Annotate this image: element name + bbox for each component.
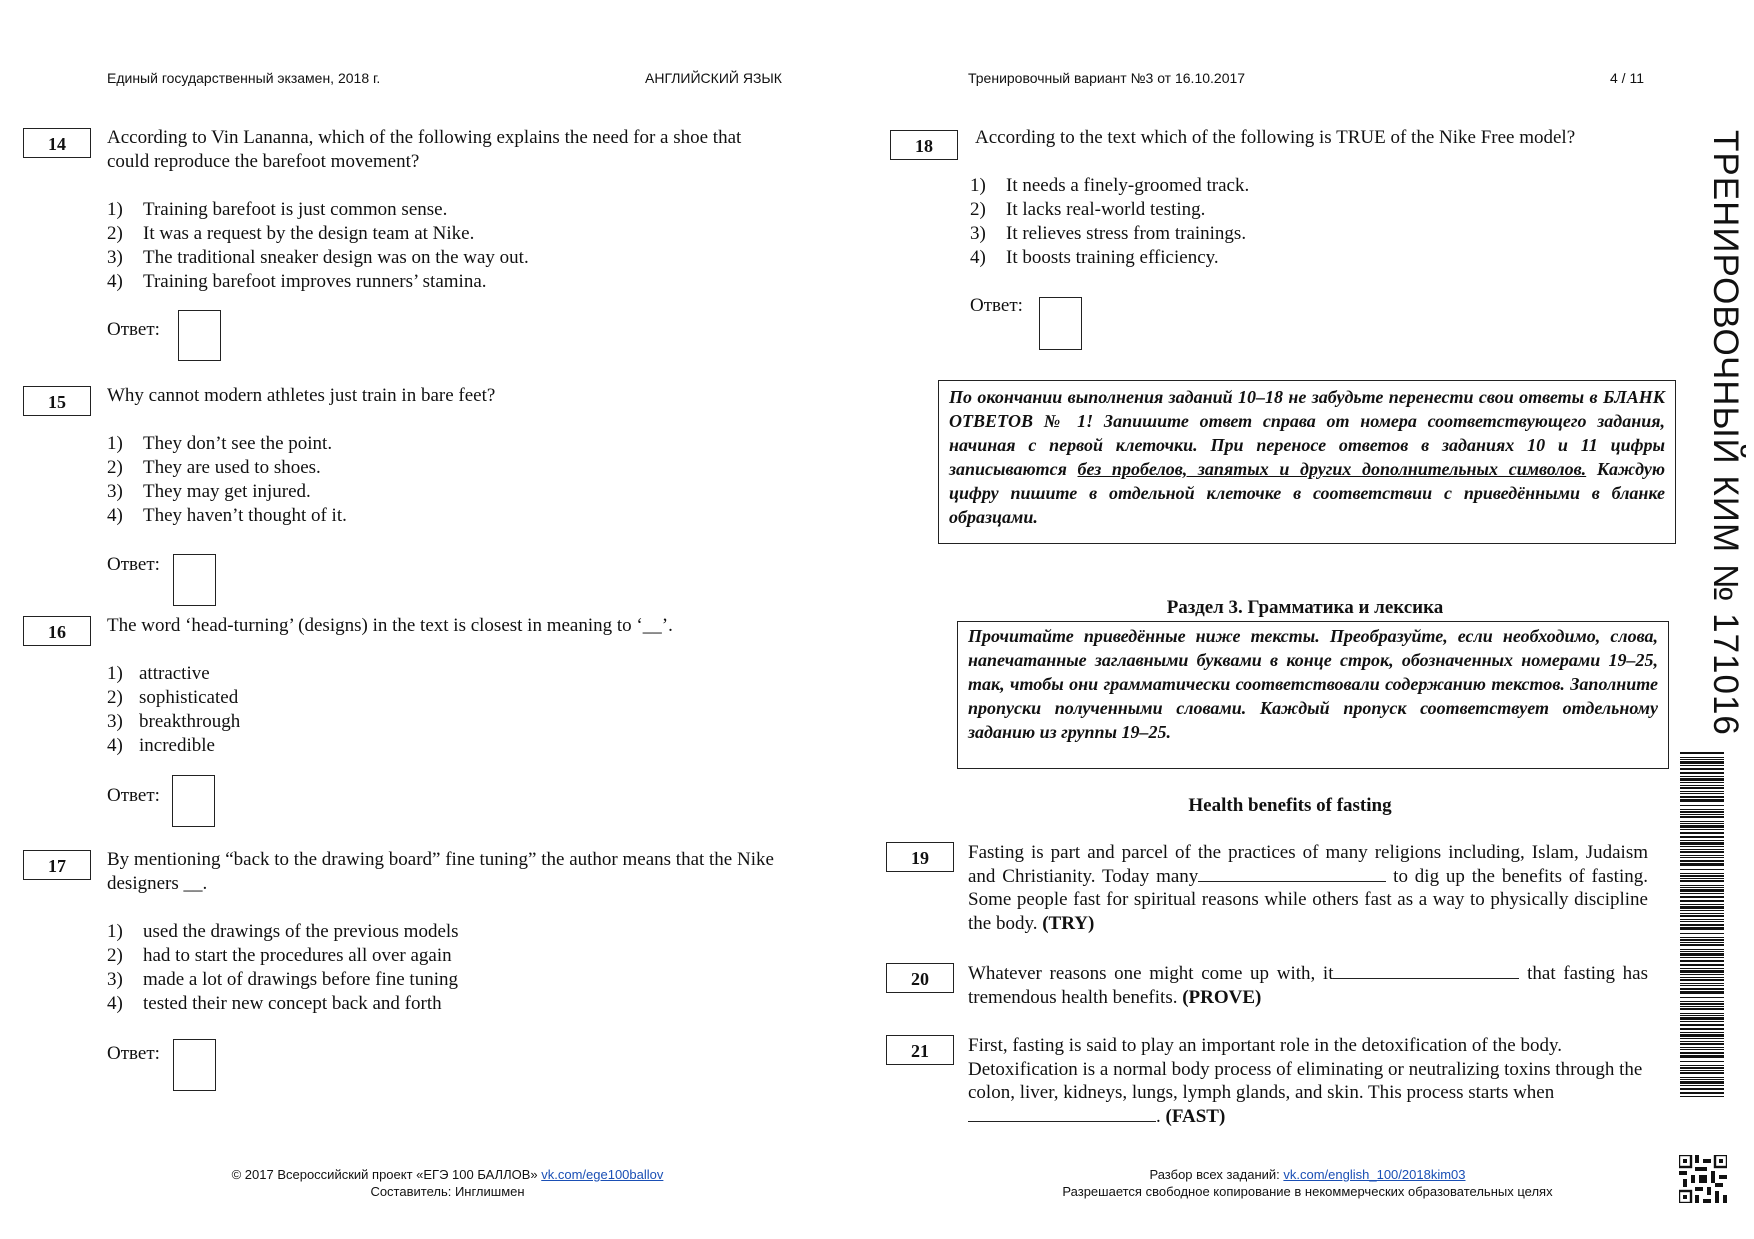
barcode-bar bbox=[1680, 805, 1724, 806]
barcode-bar bbox=[1680, 893, 1724, 894]
barcode-bar bbox=[1680, 765, 1724, 766]
barcode-bar bbox=[1680, 1047, 1724, 1048]
barcode-bar bbox=[1680, 1049, 1724, 1050]
barcode-bar bbox=[1680, 1013, 1724, 1014]
barcode-bar bbox=[1680, 809, 1724, 810]
barcode-bar bbox=[1680, 968, 1724, 969]
barcode-bar bbox=[1680, 937, 1724, 938]
barcode-bar bbox=[1680, 799, 1724, 802]
question-18-text: According to the text which of the following is TRUE of the Nike Free model? bbox=[975, 127, 1576, 148]
barcode-bar bbox=[1680, 752, 1724, 754]
barcode-bar bbox=[1680, 979, 1724, 981]
barcode-bar bbox=[1680, 1043, 1724, 1045]
footer-left-link[interactable]: vk.com/ege100ballov bbox=[541, 1167, 664, 1182]
barcode-bar bbox=[1680, 829, 1724, 830]
barcode-bar bbox=[1680, 1088, 1724, 1090]
barcode-bar bbox=[1680, 951, 1724, 952]
barcode-bar bbox=[1680, 836, 1724, 838]
option: 3) The traditional sneaker design was on the way out. bbox=[107, 247, 529, 268]
answer-label-16: Ответ: bbox=[107, 785, 160, 806]
question-number-21: 21 bbox=[886, 1035, 954, 1065]
question-number-14: 14 bbox=[23, 128, 91, 158]
question-17-options bbox=[107, 920, 459, 1016]
barcode-bar bbox=[1680, 855, 1724, 856]
option: 2) They are used to shoes. bbox=[107, 457, 321, 478]
option: 4) It boosts training efficiency. bbox=[970, 247, 1219, 268]
barcode-bar bbox=[1680, 997, 1724, 998]
barcode-bar bbox=[1680, 942, 1724, 943]
question-16-options bbox=[107, 662, 240, 758]
gap-20[interactable] bbox=[1333, 962, 1519, 979]
barcode-bar bbox=[1680, 1072, 1724, 1074]
answer-box-17[interactable] bbox=[173, 1039, 216, 1091]
barcode-bar bbox=[1680, 832, 1724, 834]
barcode-bar bbox=[1680, 896, 1724, 898]
barcode-bar bbox=[1680, 924, 1724, 926]
barcode-bar bbox=[1680, 1096, 1724, 1097]
barcode-bar bbox=[1680, 944, 1724, 946]
gap-21[interactable] bbox=[968, 1105, 1156, 1122]
barcode-bar bbox=[1680, 863, 1724, 866]
question-21-text: First, fasting is said to play an important role in the detoxification of the body. Detoxification is a normal body process of eliminating or neutralizing toxins through the colon, liver, kidneys, lungs, lymph glands, and skin. This process starts when. (FAST) bbox=[968, 1035, 1643, 1127]
answer-box-14[interactable] bbox=[178, 310, 221, 361]
option: 1) attractive bbox=[107, 663, 210, 684]
barcode-bar bbox=[1680, 1052, 1724, 1054]
barcode-bar bbox=[1680, 889, 1724, 892]
barcode-bar bbox=[1680, 939, 1724, 941]
option: 1) Training barefoot is just common sense. bbox=[107, 199, 448, 220]
question-14-text: According to Vin Lananna, which of the following explains the need for a shoe that could reproduce the barefoot movement? bbox=[107, 127, 742, 172]
barcode-bar bbox=[1680, 904, 1724, 905]
barcode-bar bbox=[1680, 1079, 1724, 1080]
section-3-instructions: Прочитайте приведённые ниже тексты. Преобразуйте, если необходимо, слова, напечатанные заглавными буквами в конце строк, обозначенных номерами 19–25, так, чтобы они грамматически соответствовали содержанию текстов. Заполните пропуски полученными словами. Каждый пропуск соответствует отдельному заданию из группы 19–25. bbox=[957, 621, 1669, 769]
barcode-bar bbox=[1680, 821, 1724, 822]
barcode-bar bbox=[1680, 757, 1724, 758]
barcode-bar bbox=[1680, 1041, 1724, 1042]
barcode-bar bbox=[1680, 1008, 1724, 1010]
option: 3) They may get injured. bbox=[107, 481, 311, 502]
option: 2) It lacks real-world testing. bbox=[970, 199, 1206, 220]
barcode-bar bbox=[1680, 949, 1724, 950]
footer-right: Разбор всех заданий: vk.com/english_100/2018kim03 Разрешается свободное копирование в некоммерческих образовательных целях bbox=[1062, 1167, 1553, 1199]
barcode-bar bbox=[1680, 927, 1724, 930]
barcode-bar bbox=[1680, 842, 1724, 845]
barcode-bar bbox=[1680, 1021, 1724, 1022]
option: 4) They haven’t thought of it. bbox=[107, 505, 347, 526]
header-exam-title: Единый государственный экзамен, 2018 г. bbox=[107, 70, 381, 86]
section-3-title: Раздел 3. Грамматика и лексика bbox=[1166, 597, 1444, 618]
barcode-bar bbox=[1680, 1061, 1724, 1062]
option: 3) made a lot of drawings before fine tuning bbox=[107, 969, 458, 990]
barcode-bar bbox=[1680, 787, 1724, 789]
barcode-bar bbox=[1680, 977, 1724, 978]
barcode-bar bbox=[1680, 768, 1724, 770]
question-number-16: 16 bbox=[23, 616, 91, 646]
barcode-bar bbox=[1680, 1028, 1724, 1030]
barcode-bar bbox=[1680, 1015, 1724, 1016]
footer-left: © 2017 Всероссийский проект «ЕГЭ 100 БАЛЛОВ» vk.com/ege100ballov Составитель: Инглишмен bbox=[231, 1167, 664, 1199]
transfer-answers-notice: По окончании выполнения заданий 10–18 не забудьте перенести свои ответы в БЛАНК ОТВЕТОВ № 1! Запишите ответ справа от номера соответствующего задания, начиная с первой клеточки. При переносе ответов в заданиях 10 и 11 цифры записываются без пробелов, запятых и других дополнительных символов. Каждую цифру пишите в отдельной клеточке в соответствии с приведёнными в бланке образцами. bbox=[938, 380, 1676, 544]
barcode-bar bbox=[1680, 873, 1724, 874]
barcode-bar bbox=[1680, 880, 1724, 882]
option: 2) It was a request by the design team at Nike. bbox=[107, 223, 475, 244]
option: 4) incredible bbox=[107, 735, 215, 756]
barcode-bar bbox=[1680, 953, 1724, 956]
question-15-text: Why cannot modern athletes just train in bare feet? bbox=[107, 385, 496, 406]
barcode-bar bbox=[1680, 1032, 1724, 1033]
option: 2) had to start the procedures all over again bbox=[107, 945, 452, 966]
question-number-15: 15 bbox=[23, 386, 91, 416]
barcode-bar bbox=[1680, 772, 1724, 774]
answer-label-15: Ответ: bbox=[107, 554, 160, 575]
barcode-bar bbox=[1680, 1067, 1724, 1069]
header-subject: АНГЛИЙСКИЙ ЯЗЫК bbox=[645, 70, 782, 86]
barcode-bar bbox=[1680, 974, 1724, 975]
barcode-bar bbox=[1680, 811, 1724, 813]
question-20-text: Whatever reasons one might come up with, it that fasting has tremendous health benefits. (PROVE) bbox=[968, 963, 1649, 1008]
question-number-17: 17 bbox=[23, 850, 91, 880]
barcode-bar bbox=[1680, 1038, 1724, 1039]
text-title: Health benefits of fasting bbox=[1188, 795, 1392, 816]
barcode-bar bbox=[1680, 846, 1724, 847]
barcode-bar bbox=[1680, 887, 1724, 888]
barcode-bar bbox=[1680, 991, 1724, 994]
header-page-number: 4 / 11 bbox=[1610, 70, 1644, 86]
barcode-bar bbox=[1680, 759, 1724, 760]
barcode-icon bbox=[1680, 752, 1724, 1100]
barcode-bar bbox=[1680, 964, 1724, 966]
question-number-20: 20 bbox=[886, 963, 954, 993]
barcode-bar bbox=[1680, 983, 1724, 984]
barcode-bar bbox=[1680, 900, 1724, 902]
barcode-bar bbox=[1680, 1055, 1724, 1058]
barcode-bar bbox=[1680, 849, 1724, 850]
barcode-bar bbox=[1680, 913, 1724, 914]
barcode-bar bbox=[1680, 860, 1724, 862]
option: 1) It needs a finely-groomed track. bbox=[970, 175, 1250, 196]
barcode-bar bbox=[1680, 1085, 1724, 1086]
barcode-bar bbox=[1680, 906, 1724, 909]
barcode-bar bbox=[1680, 1017, 1724, 1020]
footer-right-link[interactable]: vk.com/english_100/2018kim03 bbox=[1283, 1167, 1466, 1182]
qr-code-icon bbox=[1679, 1155, 1727, 1203]
barcode-bar bbox=[1680, 910, 1724, 911]
option: 2) sophisticated bbox=[107, 687, 239, 708]
barcode-bar bbox=[1680, 1065, 1724, 1066]
barcode-bar bbox=[1680, 1092, 1724, 1094]
barcode-bar bbox=[1680, 1006, 1724, 1007]
barcode-bar bbox=[1680, 778, 1724, 781]
barcode-bar bbox=[1680, 857, 1724, 858]
barcode-bar bbox=[1680, 793, 1724, 794]
question-17-text: By mentioning “back to the drawing board” fine tuning” the author means that the Nike designers __. bbox=[107, 849, 774, 894]
barcode-bar bbox=[1680, 782, 1724, 783]
option: 3) breakthrough bbox=[107, 711, 241, 732]
barcode-bar bbox=[1680, 825, 1724, 828]
barcode-bar bbox=[1680, 915, 1724, 917]
barcode-bar bbox=[1680, 814, 1724, 815]
barcode-bar bbox=[1680, 785, 1724, 786]
option: 1) used the drawings of the previous models bbox=[107, 921, 459, 942]
barcode-bar bbox=[1680, 957, 1724, 958]
barcode-bar bbox=[1680, 1081, 1724, 1084]
barcode-bar bbox=[1680, 1034, 1724, 1037]
barcode-bar bbox=[1680, 885, 1724, 886]
barcode-bar bbox=[1680, 761, 1724, 764]
barcode-bar bbox=[1680, 816, 1724, 818]
question-16-text: The word ‘head-turning’ (designs) in the text is closest in meaning to ‘__’. bbox=[107, 615, 673, 636]
question-15-options bbox=[107, 432, 347, 528]
question-19-text: Fasting is part and parcel of the practices of many religions including, Islam, Judaism and Christianity. Today many to dig up the benefits of fasting. Some people fast for spiritual reasons while others fast as a way to physically discipline the body. (TRY) bbox=[968, 842, 1648, 934]
option: 4) tested their new concept back and forth bbox=[107, 993, 442, 1014]
barcode-bar bbox=[1680, 796, 1724, 798]
barcode-bar bbox=[1680, 875, 1724, 877]
question-14-options bbox=[107, 198, 529, 294]
barcode-bar bbox=[1680, 919, 1724, 920]
gap-19[interactable] bbox=[1198, 865, 1386, 882]
barcode-bar bbox=[1680, 823, 1724, 824]
side-label: ТРЕНИРОВОЧНЫЙ КИМ № 171016 bbox=[1706, 130, 1745, 736]
answer-box-15[interactable] bbox=[173, 554, 216, 606]
question-18-options bbox=[970, 174, 1249, 270]
barcode-bar bbox=[1680, 840, 1724, 841]
barcode-bar bbox=[1680, 791, 1724, 792]
barcode-bar bbox=[1680, 933, 1724, 934]
header-variant: Тренировочный вариант №3 от 16.10.2017 bbox=[968, 70, 1246, 86]
answer-label-18: Ответ: bbox=[970, 295, 1023, 316]
barcode-bar bbox=[1680, 1001, 1724, 1002]
barcode-bar bbox=[1680, 1024, 1724, 1026]
barcode-bar bbox=[1680, 851, 1724, 853]
barcode-bar bbox=[1680, 988, 1724, 990]
answer-box-16[interactable] bbox=[172, 775, 215, 827]
barcode-bar bbox=[1680, 921, 1724, 922]
barcode-bar bbox=[1680, 869, 1724, 870]
barcode-bar bbox=[1680, 878, 1724, 879]
barcode-bar bbox=[1680, 1077, 1724, 1078]
barcode-bar bbox=[1680, 960, 1724, 962]
barcode-bar bbox=[1680, 970, 1724, 973]
barcode-bar bbox=[1680, 1003, 1724, 1005]
answer-box-18[interactable] bbox=[1039, 297, 1082, 350]
question-number-18: 18 bbox=[890, 130, 958, 160]
barcode-bar bbox=[1680, 985, 1724, 986]
option: 1) They don’t see the point. bbox=[107, 433, 333, 454]
option: 4) Training barefoot improves runners’ stamina. bbox=[107, 271, 487, 292]
barcode-bar bbox=[1680, 1070, 1724, 1071]
answer-label-17: Ответ: bbox=[107, 1043, 160, 1064]
answer-label-14: Ответ: bbox=[107, 319, 160, 340]
option: 3) It relieves stress from trainings. bbox=[970, 223, 1247, 244]
barcode-bar bbox=[1680, 776, 1724, 777]
question-number-19: 19 bbox=[886, 842, 954, 872]
